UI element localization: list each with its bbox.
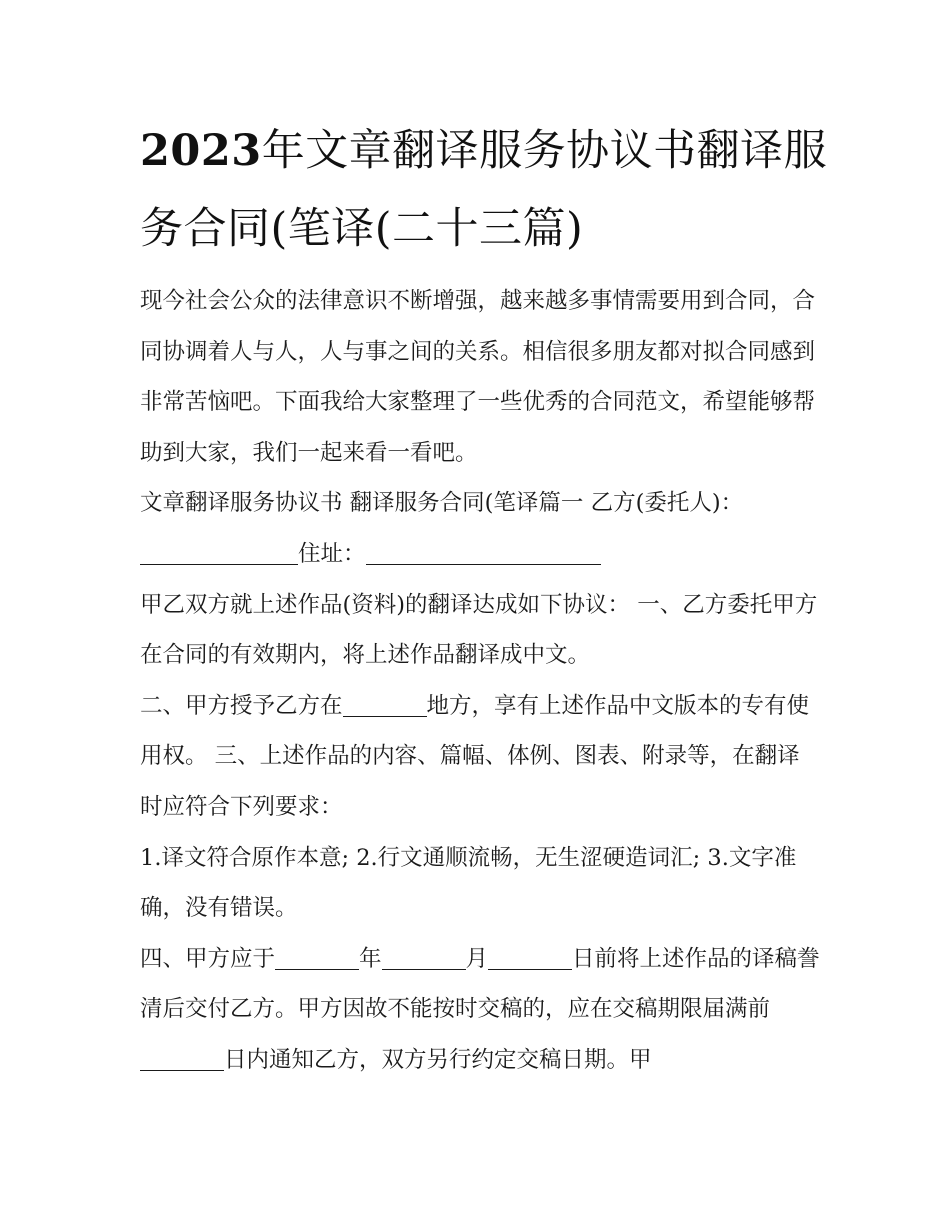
clause-4-text-d: 日前将上述作品的译稿誊清后交付乙方。甲方因故不能按时交稿的，应在交稿期限届满前: [140, 945, 820, 1023]
clause-4-text-a: 四、甲方应于: [140, 945, 276, 972]
address-blank: [366, 541, 601, 565]
title-year: 2023: [140, 126, 262, 176]
clause-4-year: 年: [359, 945, 382, 972]
paragraph-clause-1: 甲乙双方就上述作品(资料)的翻译达成如下协议： 一、乙方委托甲方在合同的有效期内，将上述作品翻译成中文。: [140, 591, 818, 669]
party-b-label: 文章翻译服务协议书 翻译服务合同(笔译篇一 乙方(委托人)：: [140, 490, 744, 517]
paragraph-intro: 现今社会公众的法律意识不断增强，越来越多事情需要用到合同，合同协调着人与人，人与事之间的关系。相信很多朋友都对拟合同感到非常苦恼吧。下面我给大家整理了一些优秀的合同范文，希望能够帮助到大家，我们一起来看一看吧。: [140, 288, 816, 466]
address-label: 住址：: [298, 540, 366, 567]
region-blank: [343, 693, 427, 717]
day-blank: [488, 946, 572, 970]
clause-4-text-e: 日内通知乙方，双方另行约定交稿日期。甲: [224, 1046, 652, 1073]
clause-4-month: 月: [465, 945, 489, 972]
paragraph-clause-4: [140, 934, 820, 1086]
paragraph-requirements: 1.译文符合原作本意; 2.行文通顺流畅，无生涩硬造词汇; 3.文字准确，没有错误。: [140, 844, 797, 922]
paragraph-party-info: [140, 478, 820, 579]
document-title: [140, 112, 840, 268]
clause-2-text-a: 二、甲方授予乙方在: [140, 692, 343, 719]
clause-2-text-b: 地方，享有上述作品中文版本的专有使用权。 三、上述作品的内容、篇幅、体例、图表、附录等，在翻译时应符合下列要求：: [140, 692, 810, 820]
notice-days-blank: [140, 1047, 224, 1071]
year-blank: [275, 946, 359, 970]
month-blank: [382, 946, 466, 970]
document-body: [140, 276, 820, 1086]
party-b-name-blank: [140, 541, 298, 565]
paragraph-clause-2-3: [140, 681, 820, 833]
title-text: 年文章翻译服务协议书翻译服务合同(笔译(二十三篇): [140, 126, 828, 254]
